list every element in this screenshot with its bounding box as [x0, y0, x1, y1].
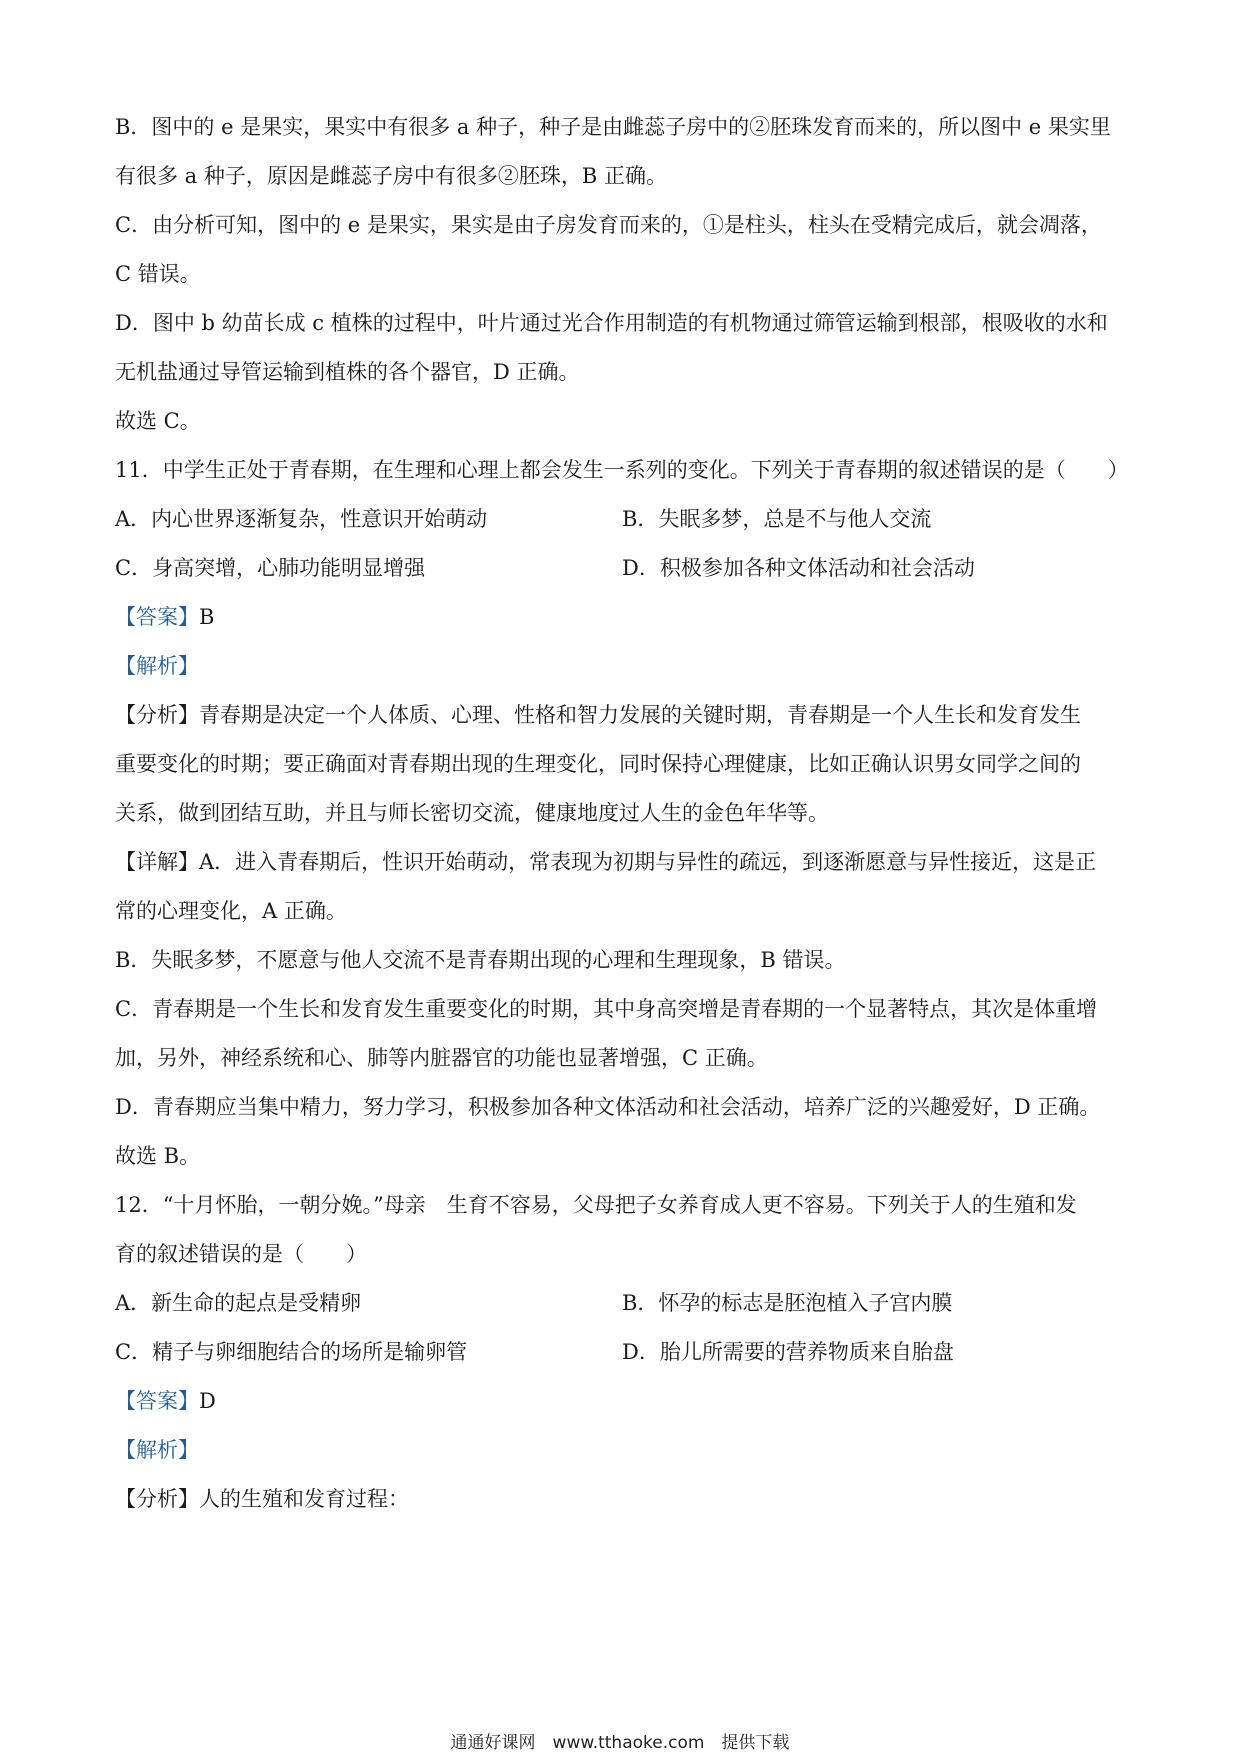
- page-footer: 通通好课网 www.tthaoke.com 提供下载: [450, 1733, 790, 1753]
- text-line: D．图中 b 幼苗长成 c 植株的过程中，叶片通过光合作用制造的有机物通过筛管运输到根部，根吸收的水和: [115, 311, 1108, 335]
- text-line: 【分析】人的生殖和发育过程：: [115, 1487, 409, 1511]
- answer-value: D: [199, 1389, 216, 1413]
- text-line: 重要变化的时期；要正确面对青春期出现的生理变化，同时保持心理健康，比如正确认识男女同学之间的: [115, 752, 1081, 776]
- text-line: 加，另外，神经系统和心、肺等内脏器官的功能也显著增强，C 正确。: [115, 1046, 768, 1070]
- question-12-analysis-heading: [115, 1426, 1130, 1475]
- question-11-options-row-2: [115, 544, 1130, 593]
- answer-label: 【答案】: [115, 605, 199, 629]
- document-body: [115, 103, 1130, 1524]
- question-12-options-row-2: [115, 1328, 1130, 1377]
- question-12-stem-cont: 育的叙述错误的是（ ）: [115, 1242, 367, 1266]
- question-12-option-c: C．精子与卵细胞结合的场所是输卵管: [115, 1340, 468, 1364]
- text-line: D．青春期应当集中精力，努力学习，积极参加各种文体活动和社会活动，培养广泛的兴趣爱好，D 正确。: [115, 1095, 1101, 1119]
- question-11-options-row-1: [115, 495, 1130, 544]
- question-11-option-d: D．积极参加各种文体活动和社会活动: [622, 556, 975, 580]
- answer-label: 【答案】: [115, 1389, 199, 1413]
- question-12-stem: 12．“十月怀胎，一朝分娩。”母亲 生育不容易，父母把子女养育成人更不容易。下列关于人的生殖和发: [115, 1193, 1077, 1217]
- question-12-option-b: B．怀孕的标志是胚泡植入子宫内膜: [622, 1291, 953, 1315]
- question-11-option-b: B．失眠多梦，总是不与他人交流: [622, 507, 932, 531]
- analysis-label: 【解析】: [115, 654, 199, 678]
- text-line: C．由分析可知，图中的 e 是果实，果实是由子房发育而来的，①是柱头，柱头在受精完成后，就会凋落，: [115, 213, 1102, 237]
- text-line: 【分析】青春期是决定一个人体质、心理、性格和智力发展的关键时期，青春期是一个人生长和发育发生: [115, 703, 1081, 727]
- question-11-option-c: C．身高突增，心肺功能明显增强: [115, 556, 426, 580]
- text-line: B．失眠多梦，不愿意与他人交流不是青春期出现的心理和生理现象，B 错误。: [115, 948, 846, 972]
- answer-value: B: [199, 605, 215, 629]
- text-line: 关系，做到团结互助，并且与师长密切交流，健康地度过人生的金色年华等。: [115, 801, 829, 825]
- question-11-answer: [115, 593, 1130, 642]
- analysis-label: 【解析】: [115, 1438, 199, 1462]
- text-line: 【详解】A．进入青春期后，性识开始萌动，常表现为初期与异性的疏远，到逐渐愿意与异性接近，这是正: [115, 850, 1097, 874]
- text-line: B．图中的 e 是果实，果实中有很多 a 种子，种子是由雌蕊子房中的②胚珠发育而来的，所以图中 e 果实里: [115, 115, 1111, 139]
- question-12-option-d: D．胎儿所需要的营养物质来自胎盘: [622, 1340, 954, 1364]
- question-12-options-row-1: [115, 1279, 1130, 1328]
- question-11-analysis-heading: [115, 642, 1130, 691]
- question-12-option-a: A．新生命的起点是受精卵: [115, 1291, 362, 1315]
- text-line: 有很多 a 种子，原因是雌蕊子房中有很多②胚珠，B 正确。: [115, 164, 667, 188]
- question-11-option-a: A．内心世界逐渐复杂，性意识开始萌动: [115, 507, 488, 531]
- text-line: 故选 B。: [115, 1144, 201, 1168]
- text-line: 无机盐通过导管运输到植株的各个器官，D 正确。: [115, 360, 580, 384]
- text-line: C．青春期是一个生长和发育发生重要变化的时期，其中身高突增是青春期的一个显著特点，其次是体重增: [115, 997, 1098, 1021]
- question-12-answer: [115, 1377, 1130, 1426]
- text-line: C 错误。: [115, 262, 201, 286]
- text-line: 故选 C。: [115, 409, 201, 433]
- text-line: 常的心理变化，A 正确。: [115, 899, 347, 923]
- question-11-stem: 11．中学生正处于青春期，在生理和心理上都会发生一系列的变化。下列关于青春期的叙述错误的是（ ）: [115, 458, 1129, 482]
